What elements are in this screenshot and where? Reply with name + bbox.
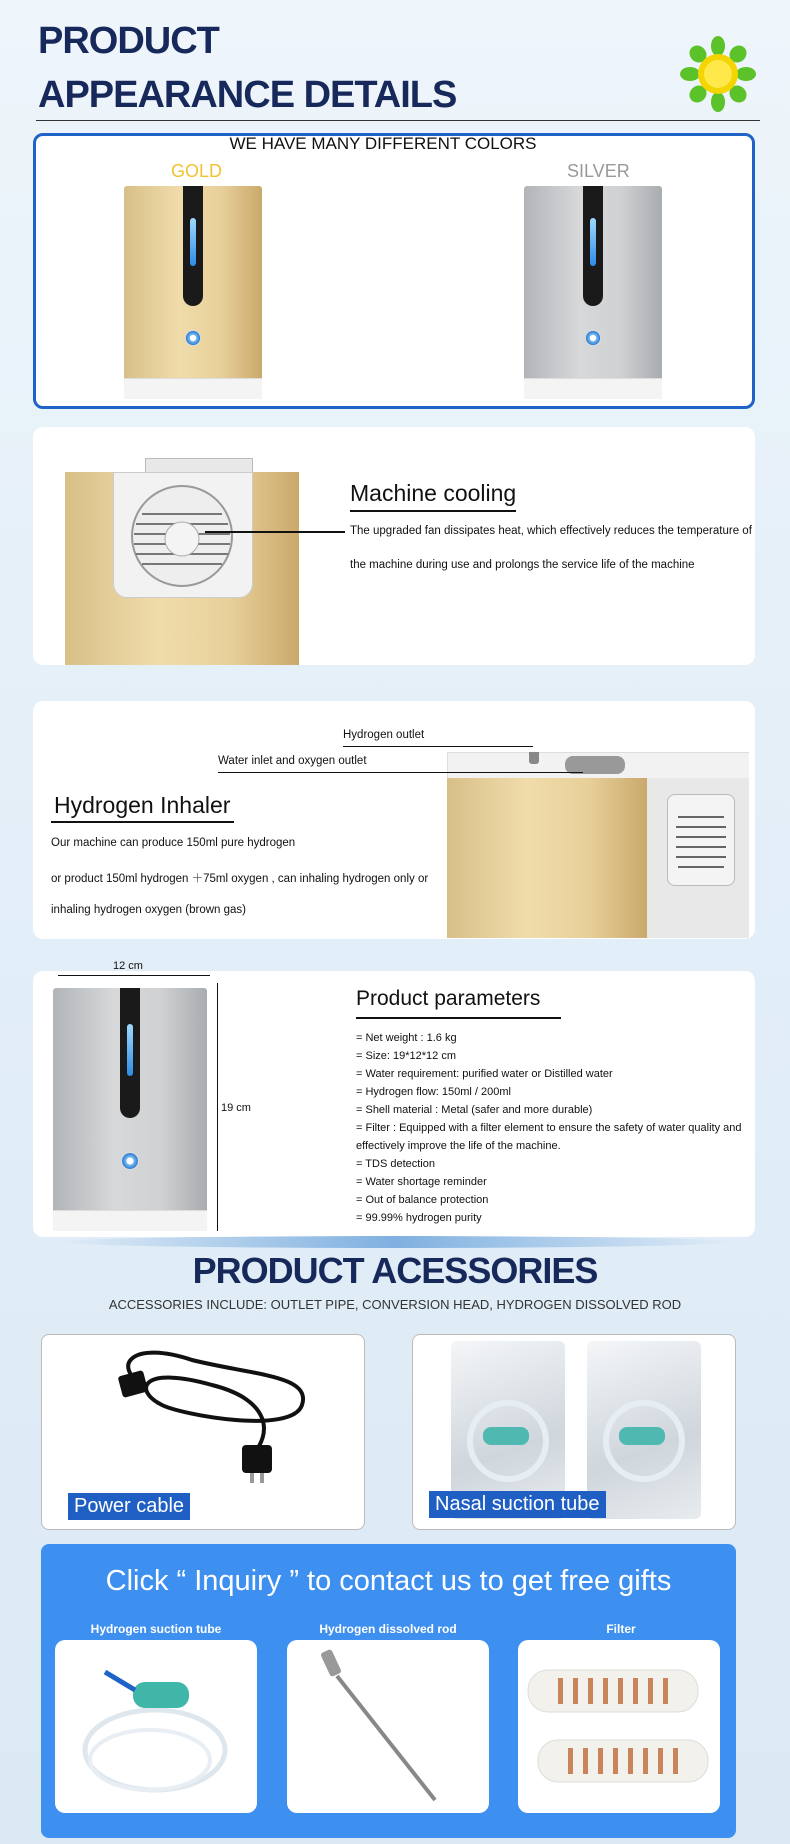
param-item: = Shell material : Metal (safer and more durable) — [356, 1104, 593, 1116]
inhaler-desc-line2: or product 150ml hydrogen ＋75ml oxygen , can inhaling hydrogen only or — [51, 873, 429, 885]
silver-label: SILVER — [567, 161, 630, 181]
param-item: = Net weight : 1.6 kg — [356, 1032, 457, 1044]
accessories-subtitle: ACCESSORIES INCLUDE: OUTLET PIPE, CONVERSION HEAD, HYDROGEN DISSOLVED ROD — [108, 1297, 682, 1312]
fan-icon — [130, 484, 234, 588]
cooling-callout-line — [205, 531, 345, 533]
height-label: 19 cm — [221, 1102, 251, 1114]
cooling-desc-line1: The upgraded fan dissipates heat, which effectively reduces the temperature of — [350, 525, 752, 537]
page-title-line1: PRODUCT — [38, 20, 219, 62]
parameters-title-underline — [356, 1017, 561, 1019]
width-measure-line — [58, 975, 210, 976]
param-device — [53, 988, 207, 1230]
inhaler-desc-line3: inhaling hydrogen oxygen (brown gas) — [51, 904, 246, 916]
inlet-callout-line — [218, 772, 583, 773]
cooling-device — [65, 472, 299, 665]
nasal-tube-card — [412, 1334, 736, 1530]
inhaler-desc-line1: Our machine can produce 150ml pure hydrogen — [51, 837, 296, 849]
param-item: = Filter : Equipped with a filter element to ensure the safety of water quality and — [356, 1122, 742, 1134]
silver-device — [524, 186, 662, 382]
gifts-headline[interactable]: Click “ Inquiry ” to contact us to get free gifts — [105, 1565, 672, 1597]
gift-title-suction-tube: Hydrogen suction tube — [90, 1622, 222, 1636]
width-label: 12 cm — [113, 960, 143, 972]
gift-title-filter: Filter — [606, 1622, 636, 1636]
param-item: = Water requirement: purified water or Distilled water — [356, 1068, 613, 1080]
gift-card-filter — [518, 1640, 720, 1813]
sun-icon — [680, 36, 756, 112]
colors-title: WE HAVE MANY DIFFERENT COLORS — [229, 134, 537, 153]
accessories-title: PRODUCT ACESSORIES — [192, 1250, 598, 1291]
gold-label: GOLD — [171, 161, 223, 181]
gift-card-dissolved-rod — [287, 1640, 489, 1813]
param-item: = Hydrogen flow: 150ml / 200ml — [356, 1086, 511, 1098]
cooling-title: Machine cooling — [350, 480, 517, 506]
header-divider — [36, 120, 760, 121]
height-measure-line — [217, 983, 218, 1231]
inhaler-title: Hydrogen Inhaler — [54, 792, 231, 818]
inhaler-title-underline — [51, 821, 234, 823]
nasal-tube-label: Nasal suction tube — [429, 1491, 606, 1518]
accessories-ribbon — [60, 1236, 730, 1248]
param-item: effectively improve the life of the machine. — [356, 1140, 561, 1152]
param-item: = TDS detection — [356, 1158, 435, 1170]
parameters-title: Product parameters — [356, 987, 541, 1010]
outlet-callout-line — [343, 746, 533, 747]
param-item: = Water shortage reminder — [356, 1176, 487, 1188]
param-item: = Out of balance protection — [356, 1194, 489, 1206]
power-cable-label: Power cable — [68, 1493, 190, 1520]
gift-title-dissolved-rod: Hydrogen dissolved rod — [319, 1622, 457, 1636]
fan-icon — [667, 794, 735, 886]
inlet-callout-text: Water inlet and oxygen outlet — [218, 755, 367, 767]
page-title-line2: APPEARANCE DETAILS — [38, 74, 457, 116]
gold-device — [124, 186, 262, 382]
inhaler-device — [447, 752, 749, 938]
cooling-desc-line2: the machine during use and prolongs the service life of the machine — [350, 559, 695, 571]
power-cable-image — [102, 1345, 322, 1495]
power-cable-card — [41, 1334, 365, 1530]
param-item: = 99.99% hydrogen purity — [356, 1212, 482, 1224]
param-item: = Size: 19*12*12 cm — [356, 1050, 456, 1062]
gift-card-suction-tube — [55, 1640, 257, 1813]
cooling-title-underline — [350, 510, 516, 512]
outlet-callout-text: Hydrogen outlet — [343, 729, 425, 741]
